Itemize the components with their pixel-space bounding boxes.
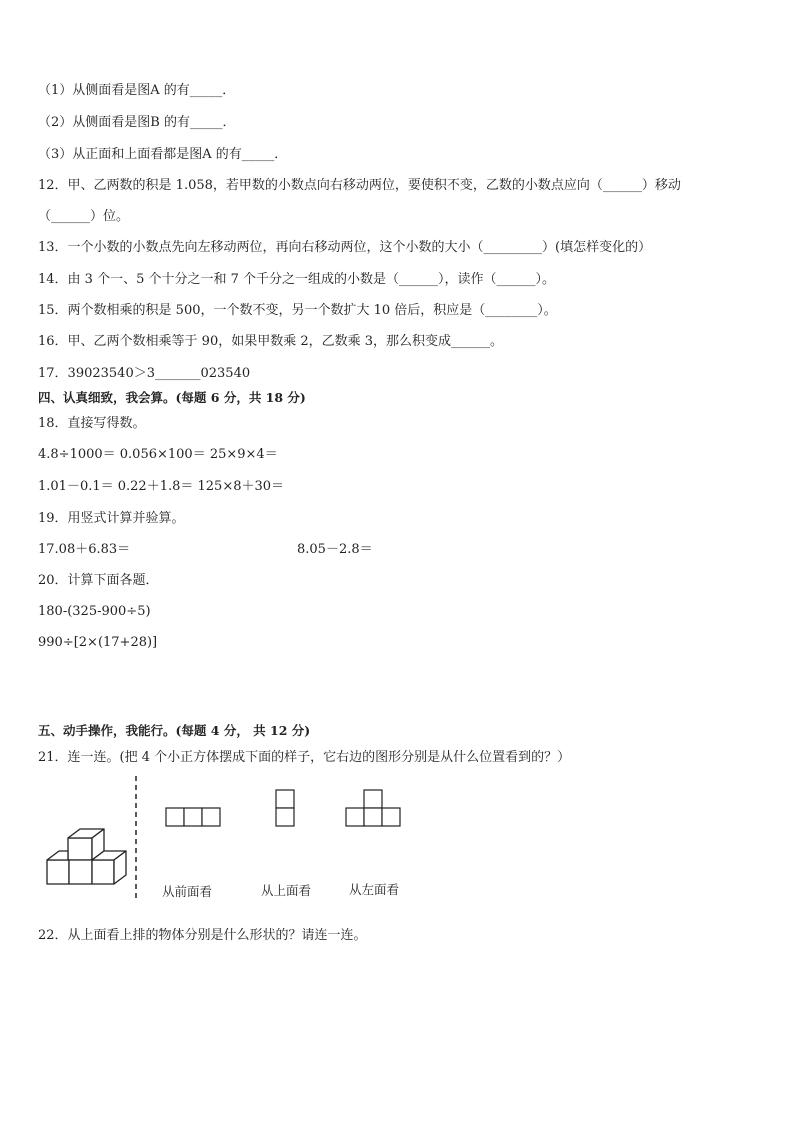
section-4-heading: 四、认真细致，我会算。(每题 6 分，共 18 分) [38, 390, 306, 405]
q19-expr-a: 17.08＋6.83＝ [38, 542, 131, 557]
view-top-shape [275, 789, 297, 829]
q15: 15．两个数相乘的积是 500，一个数不变，另一个数扩大 10 倍后，积应是（________）。 [38, 303, 557, 318]
q12-line1: 12．甲、乙两数的积是 1.058，若甲数的小数点向右移动两位，要使积不变，乙数的小数点应向（______）移动 [38, 178, 681, 193]
label-front-view: 从前面看 [162, 884, 213, 899]
label-top-view: 从上面看 [261, 883, 312, 898]
q11-part3: （3）从正面和上面看都是图A 的有_____． [38, 147, 288, 162]
q11-part2: （2）从侧面看是图B 的有_____． [38, 115, 236, 130]
q20: 20．计算下面各题． [38, 573, 159, 588]
q16: 16．甲、乙两个数相乘等于 90，如果甲数乘 2，乙数乘 3，那么积变成______。 [38, 334, 504, 349]
q19: 19．用竖式计算并验算。 [38, 511, 185, 526]
q20-expr-b: 990÷[2×(17+28)] [38, 635, 158, 650]
q17: 17．39023540＞3_______023540 [38, 366, 251, 381]
q11-part1: （1）从侧面看是图A 的有_____． [38, 83, 236, 98]
q18-row1: 4.8÷1000＝ 0.056×100＝ 25×9×4＝ [38, 447, 278, 462]
q13: 13．一个小数的小数点先向左移动两位，再向右移动两位，这个小数的大小（_________）(填怎样变化的） [38, 240, 652, 255]
section-5-heading: 五、动手操作，我能行。(每题 4 分， 共 12 分) [38, 723, 311, 738]
q20-expr-a: 180-(325-900÷5) [38, 604, 151, 619]
q21: 21．连一连。(把 4 个小正方体摆成下面的样子，它右边的图形分别是从什么位置看到的？） [38, 750, 571, 765]
q12-line2: （______）位。 [38, 209, 130, 224]
q22: 22．从上面看上排的物体分别是什么形状的？请连一连。 [38, 928, 367, 943]
q19-expr-b: 8.05－2.8＝ [297, 542, 373, 557]
q18-row2: 1.01－0.1＝ 0.22＋1.8＝ 125×8＋30＝ [38, 479, 285, 494]
dashed-divider [134, 776, 138, 900]
label-left-view: 从左面看 [349, 882, 400, 897]
view-left-shape [345, 789, 403, 829]
q14: 14．由 3 个一、5 个十分之一和 7 个千分之一组成的小数是（______），读作（______）。 [38, 272, 556, 287]
q18: 18．直接写得数。 [38, 416, 146, 431]
view-front-shape [165, 807, 223, 829]
cube-stack-figure [44, 826, 134, 906]
